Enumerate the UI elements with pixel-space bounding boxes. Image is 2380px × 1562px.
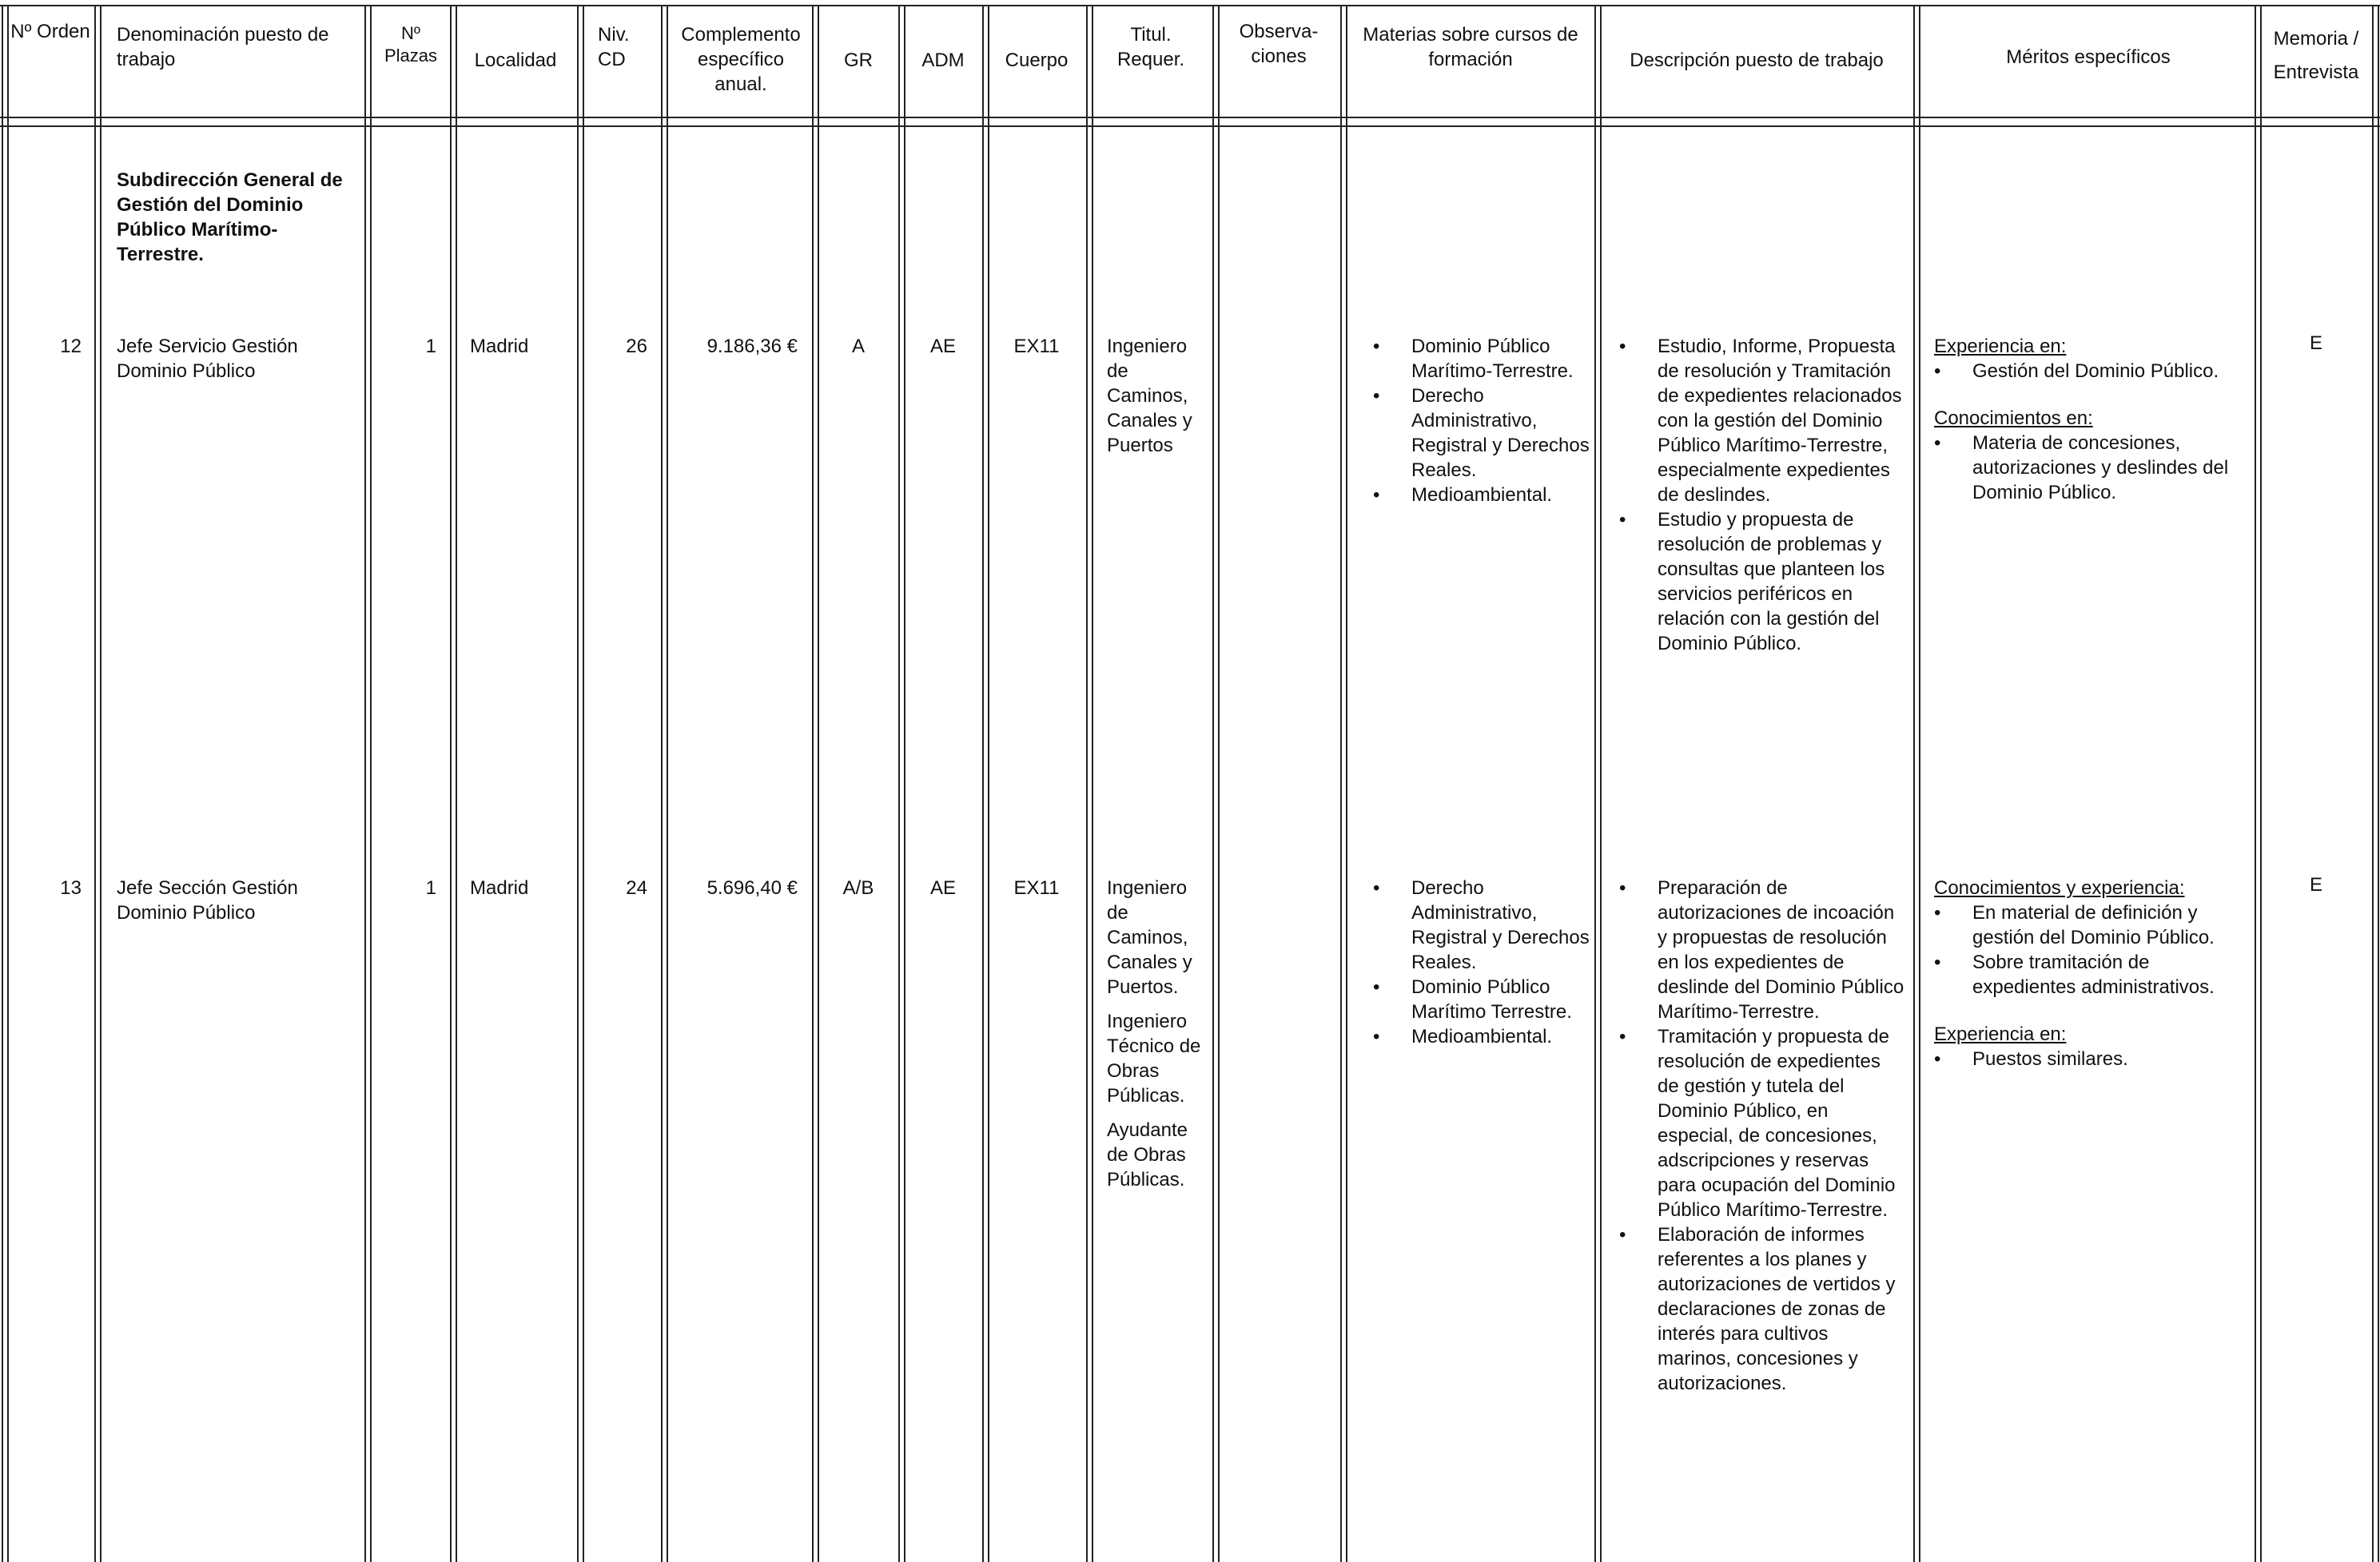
cell-descripcion [1605, 876, 1904, 1396]
titulacion: Ingeniero de Caminos, Canales y Puertos. [1107, 877, 1192, 998]
materia-item: • Dominio Público Marítimo-Terrestre. [1359, 334, 1590, 384]
cell-complemento: 9.186,36 € [706, 336, 798, 357]
header-memoria: Memoria / Entrevista [2273, 28, 2359, 83]
merito-item: • Materia de concesiones, autorizaciones y deslindes del Dominio Público. [1920, 431, 2250, 505]
merito-group [1934, 1022, 2250, 1071]
cell-descripcion [1605, 334, 1904, 656]
column-border [577, 5, 584, 1562]
column-border [1594, 5, 1602, 1562]
section-title: Subdirección General de Gestión del Dominio Público Marítimo-Terrestre. [117, 169, 343, 265]
header-localidad: Localidad [474, 50, 557, 71]
cell-nivcd: 26 [626, 336, 647, 357]
header-meritos: Méritos específicos [2006, 46, 2171, 68]
header-nivcd: Niv. CD [598, 24, 630, 70]
column-border [1340, 5, 1347, 1562]
cell-orden: 13 [60, 877, 82, 899]
cell-titul [1107, 876, 1201, 1202]
cell-titul [1107, 334, 1201, 467]
header-orden: Nº Orden [10, 21, 90, 42]
titulacion: Ingeniero de Caminos, Canales y Puertos [1107, 336, 1192, 456]
header-descripcion: Descripción puesto de trabajo [1630, 50, 1884, 71]
cell-adm: AE [929, 877, 956, 899]
header-cuerpo: Cuerpo [1005, 50, 1069, 71]
cell-orden: 12 [60, 336, 82, 357]
merito-heading: Conocimientos y experiencia: [1934, 877, 2185, 899]
cell-cuerpo: EX11 [1013, 877, 1060, 899]
table-top-border [0, 5, 2380, 6]
descripcion-item: • Preparación de autorizaciones de incoación y propuestas de resolución en los expedientes de deslinde del Dominio Público Marítimo-Terrestre. [1605, 876, 1904, 1024]
cell-meritos [1934, 334, 2250, 505]
cell-gr: A [851, 336, 865, 357]
merito-item: • Sobre tramitación de expedientes administrativos. [1920, 950, 2250, 1000]
cell-cuerpo: EX11 [1013, 336, 1060, 357]
cell-denominacion: Jefe Sección Gestión Dominio Público [117, 877, 298, 924]
materia-item: • Medioambiental. [1359, 483, 1590, 507]
cell-adm: AE [929, 336, 956, 357]
cell-localidad: Madrid [470, 877, 529, 899]
cell-complemento: 5.696,40 € [706, 877, 798, 899]
header-gr: GR [844, 50, 873, 71]
merito-item: • Puestos similares. [1920, 1047, 2250, 1071]
cell-nivcd: 24 [626, 877, 647, 899]
merito-group [1934, 876, 2250, 1000]
cell-materias [1359, 876, 1590, 1049]
column-border [898, 5, 905, 1562]
header-titul: Titul. Requer. [1116, 24, 1185, 70]
column-border [1212, 5, 1220, 1562]
descripcion-item: • Tramitación y propuesta de resolución de expedientes de gestión y tutela del Dominio Público, en especial, de concesiones, adscripciones y reservas para ocupación del Dominio Público Marítimo-Terrestre. [1605, 1024, 1904, 1222]
column-border [1913, 5, 1920, 1562]
merito-heading: Experiencia en: [1934, 1023, 2067, 1045]
merito-item: • En material de definición y gestión del Dominio Público. [1920, 900, 2250, 950]
cell-localidad: Madrid [470, 336, 529, 357]
merito-group [1934, 334, 2250, 384]
column-border [2, 5, 9, 1562]
cell-meritos [1934, 876, 2250, 1071]
header-complemento: Complemento específico anual. [681, 24, 801, 95]
merito-heading: Conocimientos en: [1934, 407, 2093, 429]
titulacion: Ingeniero Técnico de Obras Públicas. [1107, 1011, 1201, 1107]
cell-plazas: 1 [425, 336, 436, 357]
descripcion-item: • Elaboración de informes referentes a los planes y autorizaciones de vertidos y declaraciones de zonas de interés para cultivos marinos, concesiones y autorizaciones. [1605, 1222, 1904, 1396]
column-border [450, 5, 457, 1562]
cell-plazas: 1 [425, 877, 436, 899]
descripcion-item: • Estudio, Informe, Propuesta de resolución y Tramitación de expedientes relacionados con la gestión del Dominio Público Marítimo-Terrestre, especialmente expedientes de deslindes. [1605, 334, 1904, 507]
cell-memoria: E [2309, 332, 2322, 354]
column-border [661, 5, 668, 1562]
header-plazas: Nº Plazas [384, 23, 438, 66]
header-adm: ADM [921, 50, 965, 71]
column-border [2255, 5, 2262, 1562]
header-materias: Materias sobre cursos de formación [1363, 24, 1578, 70]
column-border [812, 5, 819, 1562]
cell-gr: A/B [842, 877, 874, 899]
header-denominacion: Denominación puesto de trabajo [117, 24, 329, 70]
header-observaciones: Observa- ciones [1239, 21, 1319, 67]
column-border [94, 5, 101, 1562]
cell-materias [1359, 334, 1590, 507]
cell-memoria: E [2309, 874, 2322, 896]
materia-item: • Dominio Público Marítimo Terrestre. [1359, 975, 1590, 1024]
column-border [2372, 5, 2379, 1562]
column-border [364, 5, 372, 1562]
materia-item: • Derecho Administrativo, Registral y Derechos Reales. [1359, 876, 1590, 975]
materia-item: • Derecho Administrativo, Registral y Derechos Reales. [1359, 384, 1590, 483]
header-bottom-border [0, 117, 2380, 127]
merito-heading: Experiencia en: [1934, 336, 2067, 357]
materia-item: • Medioambiental. [1359, 1024, 1590, 1049]
titulacion: Ayudante de Obras Públicas. [1107, 1119, 1188, 1190]
column-border [982, 5, 989, 1562]
merito-group [1934, 406, 2250, 505]
cell-denominacion: Jefe Servicio Gestión Dominio Público [117, 336, 298, 382]
descripcion-item: • Estudio y propuesta de resolución de problemas y consultas que planteen los servicios periféricos en relación con la gestión del Dominio Público. [1605, 507, 1904, 656]
merito-item: • Gestión del Dominio Público. [1920, 359, 2250, 384]
column-border [1086, 5, 1093, 1562]
